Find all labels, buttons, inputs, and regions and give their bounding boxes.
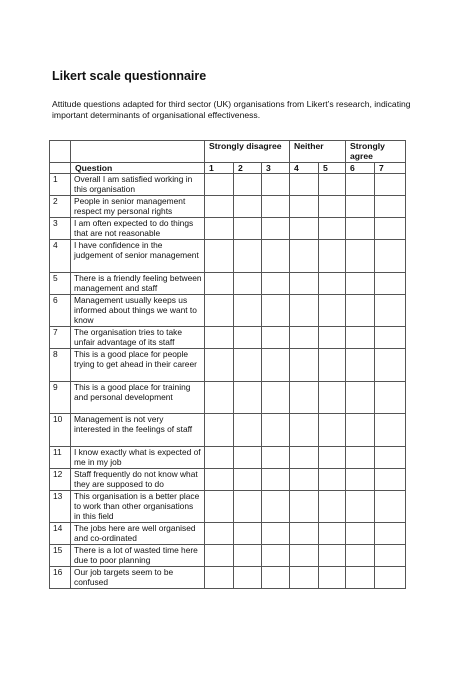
rating-cell-1[interactable] <box>205 414 234 447</box>
strongly-agree-header: Strongly agree <box>346 141 406 163</box>
question-number: 13 <box>50 490 71 523</box>
question-text: I know exactly what is expected of me in my job <box>71 446 205 468</box>
rating-cell-7[interactable] <box>375 545 406 567</box>
rating-cell-6[interactable] <box>346 349 375 382</box>
question-column-header: Question <box>71 163 205 174</box>
rating-cell-1[interactable] <box>205 196 234 218</box>
intro-text: Attitude questions adapted for third sector (UK) organisations from Likert’s research, indicating important determinants of organisational effectiveness. <box>52 99 411 120</box>
question-row <box>50 327 406 349</box>
rating-cell-3[interactable] <box>262 218 290 240</box>
rating-cell-2[interactable] <box>234 545 262 567</box>
rating-cell-2[interactable] <box>234 567 262 589</box>
scale-5-header: 5 <box>319 163 346 174</box>
question-number: 16 <box>50 567 71 589</box>
rating-cell-7[interactable] <box>375 240 406 273</box>
rating-cell-3[interactable] <box>262 446 290 468</box>
rating-cell-7[interactable] <box>375 218 406 240</box>
rating-cell-5[interactable] <box>319 490 346 523</box>
rating-cell-2[interactable] <box>234 468 262 490</box>
rating-cell-6[interactable] <box>346 240 375 273</box>
rating-cell-2[interactable] <box>234 349 262 382</box>
rating-cell-6[interactable] <box>346 414 375 447</box>
question-number: 1 <box>50 174 71 196</box>
question-number: 4 <box>50 240 71 273</box>
question-text: This is a good place for people trying to get ahead in their career <box>71 349 205 382</box>
question-row <box>50 523 406 545</box>
question-text: People in senior management respect my personal rights <box>71 196 205 218</box>
question-number: 3 <box>50 218 71 240</box>
rating-cell-4[interactable] <box>290 272 319 294</box>
rating-cell-3[interactable] <box>262 349 290 382</box>
neither-header: Neither <box>290 141 346 163</box>
question-text: This is a good place for training and personal development <box>71 381 205 414</box>
rating-cell-2[interactable] <box>234 490 262 523</box>
rating-cell-4[interactable] <box>290 196 319 218</box>
rating-cell-6[interactable] <box>346 294 375 327</box>
rating-cell-5[interactable] <box>319 545 346 567</box>
rating-cell-5[interactable] <box>319 294 346 327</box>
question-number: 8 <box>50 349 71 382</box>
rating-cell-1[interactable] <box>205 490 234 523</box>
question-row <box>50 545 406 567</box>
rating-cell-1[interactable] <box>205 567 234 589</box>
rating-cell-4[interactable] <box>290 523 319 545</box>
rating-cell-7[interactable] <box>375 196 406 218</box>
rating-cell-2[interactable] <box>234 414 262 447</box>
question-row <box>50 272 406 294</box>
rating-cell-1[interactable] <box>205 545 234 567</box>
rating-cell-5[interactable] <box>319 468 346 490</box>
rating-cell-6[interactable] <box>346 490 375 523</box>
rating-cell-5[interactable] <box>319 567 346 589</box>
rating-cell-6[interactable] <box>346 218 375 240</box>
scale-3-header: 3 <box>262 163 290 174</box>
rating-cell-4[interactable] <box>290 240 319 273</box>
rating-cell-1[interactable] <box>205 218 234 240</box>
rating-cell-4[interactable] <box>290 446 319 468</box>
rating-cell-7[interactable] <box>375 294 406 327</box>
rating-cell-5[interactable] <box>319 174 346 196</box>
question-text: Staff frequently do not know what they are supposed to do <box>71 468 205 490</box>
rating-cell-4[interactable] <box>290 468 319 490</box>
question-number: 2 <box>50 196 71 218</box>
rating-cell-3[interactable] <box>262 327 290 349</box>
question-number: 6 <box>50 294 71 327</box>
likert-table-body <box>50 141 406 589</box>
rating-cell-2[interactable] <box>234 381 262 414</box>
rating-cell-1[interactable] <box>205 240 234 273</box>
rating-cell-2[interactable] <box>234 272 262 294</box>
rating-cell-6[interactable] <box>346 272 375 294</box>
rating-cell-2[interactable] <box>234 523 262 545</box>
rating-cell-4[interactable] <box>290 567 319 589</box>
question-number: 12 <box>50 468 71 490</box>
rating-cell-4[interactable] <box>290 327 319 349</box>
header-empty-cell <box>50 141 71 163</box>
scale-7-header: 7 <box>375 163 406 174</box>
rating-cell-6[interactable] <box>346 468 375 490</box>
rating-cell-6[interactable] <box>346 567 375 589</box>
rating-cell-3[interactable] <box>262 381 290 414</box>
rating-cell-1[interactable] <box>205 523 234 545</box>
header-empty-cell <box>50 163 71 174</box>
rating-cell-7[interactable] <box>375 414 406 447</box>
question-number: 14 <box>50 523 71 545</box>
question-text: Management usually keeps us informed about things we want to know <box>71 294 205 327</box>
rating-cell-1[interactable] <box>205 446 234 468</box>
rating-cell-1[interactable] <box>205 272 234 294</box>
question-text: Our job targets seem to be confused <box>71 567 205 589</box>
rating-cell-1[interactable] <box>205 174 234 196</box>
rating-cell-4[interactable] <box>290 545 319 567</box>
question-row <box>50 446 406 468</box>
rating-cell-2[interactable] <box>234 218 262 240</box>
rating-cell-6[interactable] <box>346 327 375 349</box>
rating-cell-3[interactable] <box>262 272 290 294</box>
rating-cell-6[interactable] <box>346 446 375 468</box>
header-row-numbers <box>50 163 406 174</box>
question-text: There is a lot of wasted time here due to poor planning <box>71 545 205 567</box>
rating-cell-3[interactable] <box>262 523 290 545</box>
rating-cell-1[interactable] <box>205 381 234 414</box>
question-text: There is a friendly feeling between management and staff <box>71 272 205 294</box>
rating-cell-7[interactable] <box>375 272 406 294</box>
rating-cell-3[interactable] <box>262 174 290 196</box>
rating-cell-6[interactable] <box>346 174 375 196</box>
question-text: Overall I am satisfied working in this organisation <box>71 174 205 196</box>
question-row <box>50 349 406 382</box>
rating-cell-7[interactable] <box>375 523 406 545</box>
rating-cell-1[interactable] <box>205 294 234 327</box>
question-row <box>50 468 406 490</box>
rating-cell-4[interactable] <box>290 218 319 240</box>
rating-cell-4[interactable] <box>290 294 319 327</box>
rating-cell-3[interactable] <box>262 490 290 523</box>
rating-cell-6[interactable] <box>346 545 375 567</box>
question-number: 10 <box>50 414 71 447</box>
rating-cell-1[interactable] <box>205 468 234 490</box>
rating-cell-2[interactable] <box>234 240 262 273</box>
page-title: Likert scale questionnaire <box>52 69 207 83</box>
rating-cell-3[interactable] <box>262 196 290 218</box>
question-number: 7 <box>50 327 71 349</box>
rating-cell-2[interactable] <box>234 174 262 196</box>
rating-cell-5[interactable] <box>319 240 346 273</box>
rating-cell-4[interactable] <box>290 381 319 414</box>
header-empty-cell <box>71 141 205 163</box>
scale-1-header: 1 <box>205 163 234 174</box>
question-number: 11 <box>50 446 71 468</box>
rating-cell-5[interactable] <box>319 381 346 414</box>
rating-cell-6[interactable] <box>346 381 375 414</box>
rating-cell-7[interactable] <box>375 349 406 382</box>
rating-cell-2[interactable] <box>234 294 262 327</box>
rating-cell-4[interactable] <box>290 349 319 382</box>
rating-cell-2[interactable] <box>234 196 262 218</box>
question-number: 5 <box>50 272 71 294</box>
rating-cell-5[interactable] <box>319 414 346 447</box>
question-number: 15 <box>50 545 71 567</box>
scale-6-header: 6 <box>346 163 375 174</box>
rating-cell-3[interactable] <box>262 294 290 327</box>
rating-cell-7[interactable] <box>375 446 406 468</box>
rating-cell-7[interactable] <box>375 381 406 414</box>
question-text: The jobs here are well organised and co-ordinated <box>71 523 205 545</box>
question-text: Management is not very interested in the feelings of staff <box>71 414 205 447</box>
rating-cell-4[interactable] <box>290 174 319 196</box>
rating-cell-5[interactable] <box>319 196 346 218</box>
strongly-disagree-header: Strongly disagree <box>205 141 290 163</box>
scale-4-header: 4 <box>290 163 319 174</box>
rating-cell-1[interactable] <box>205 349 234 382</box>
rating-cell-7[interactable] <box>375 468 406 490</box>
rating-cell-5[interactable] <box>319 523 346 545</box>
likert-table <box>49 140 406 589</box>
scale-2-header: 2 <box>234 163 262 174</box>
question-text: I have confidence in the judgement of senior management <box>71 240 205 273</box>
rating-cell-5[interactable] <box>319 349 346 382</box>
question-row <box>50 414 406 447</box>
question-row <box>50 196 406 218</box>
rating-cell-3[interactable] <box>262 240 290 273</box>
question-row <box>50 218 406 240</box>
rating-cell-1[interactable] <box>205 327 234 349</box>
question-row <box>50 490 406 523</box>
question-text: The organisation tries to take unfair advantage of its staff <box>71 327 205 349</box>
rating-cell-3[interactable] <box>262 567 290 589</box>
rating-cell-2[interactable] <box>234 446 262 468</box>
rating-cell-5[interactable] <box>319 327 346 349</box>
rating-cell-7[interactable] <box>375 567 406 589</box>
question-row <box>50 240 406 273</box>
rating-cell-6[interactable] <box>346 196 375 218</box>
question-row <box>50 567 406 589</box>
question-number: 9 <box>50 381 71 414</box>
rating-cell-4[interactable] <box>290 490 319 523</box>
rating-cell-7[interactable] <box>375 174 406 196</box>
question-row <box>50 294 406 327</box>
rating-cell-5[interactable] <box>319 218 346 240</box>
question-text: This organisation is a better place to work than other organisations in this field <box>71 490 205 523</box>
rating-cell-3[interactable] <box>262 545 290 567</box>
rating-cell-7[interactable] <box>375 490 406 523</box>
rating-cell-3[interactable] <box>262 468 290 490</box>
rating-cell-2[interactable] <box>234 327 262 349</box>
header-row-scale-labels <box>50 141 406 163</box>
rating-cell-6[interactable] <box>346 523 375 545</box>
rating-cell-3[interactable] <box>262 414 290 447</box>
question-row <box>50 381 406 414</box>
question-text: I am often expected to do things that are not reasonable <box>71 218 205 240</box>
rating-cell-5[interactable] <box>319 272 346 294</box>
question-row <box>50 174 406 196</box>
rating-cell-7[interactable] <box>375 327 406 349</box>
rating-cell-5[interactable] <box>319 446 346 468</box>
rating-cell-4[interactable] <box>290 414 319 447</box>
